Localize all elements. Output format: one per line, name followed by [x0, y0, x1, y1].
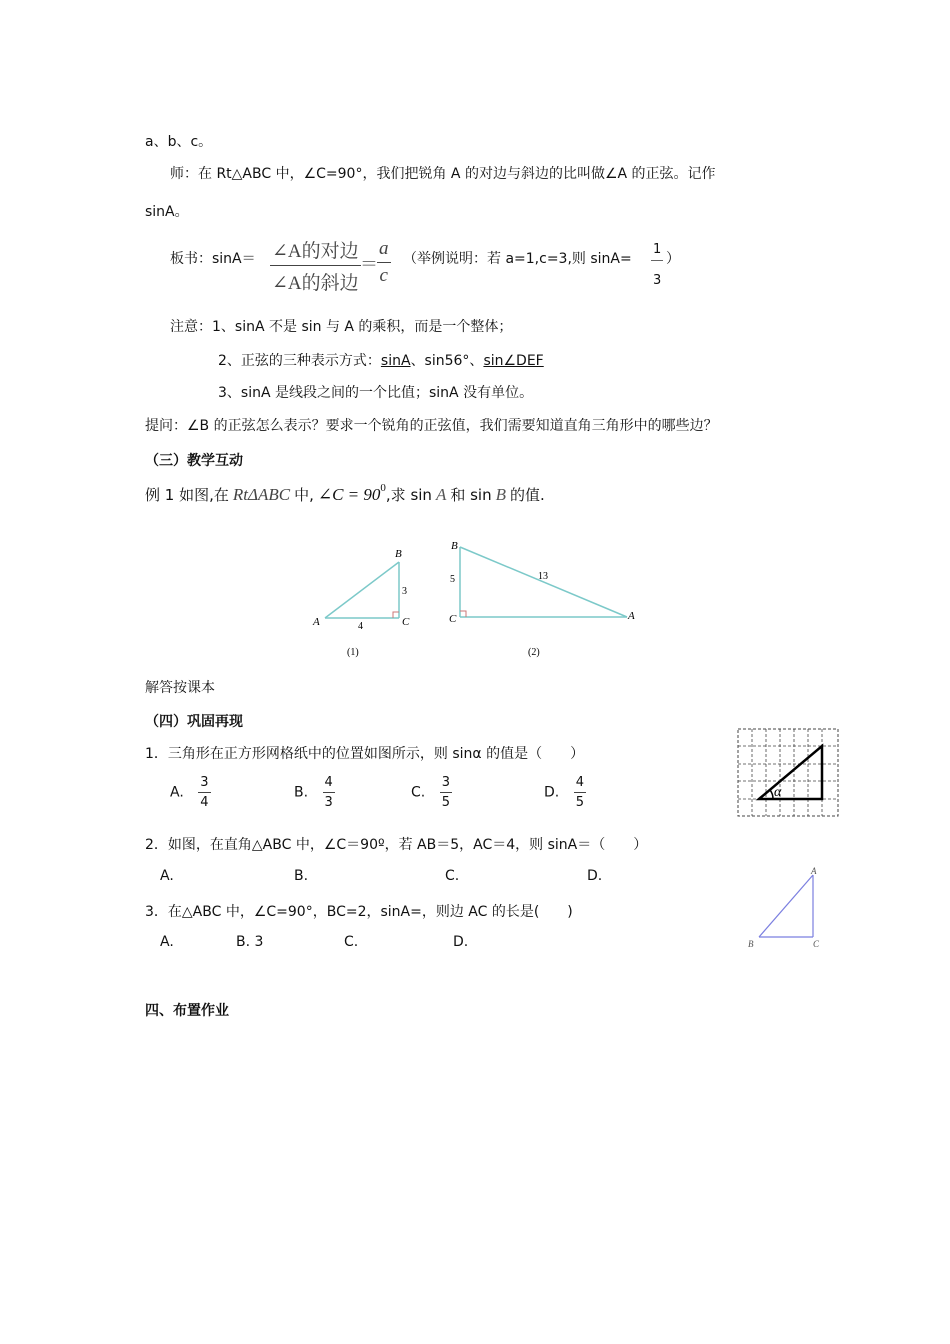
- q2-label-b: B: [748, 939, 754, 949]
- board-ac-fraction: [377, 238, 391, 287]
- example-1-rt: RtΔABC: [232, 485, 291, 504]
- board-equals: ＝: [360, 254, 378, 274]
- note-2-sina: sinA: [380, 353, 411, 369]
- q1-option-a-fraction: [198, 776, 210, 809]
- q2-option-a: A.: [160, 868, 174, 884]
- board-definition-fraction: [270, 236, 361, 295]
- question-text: 提问：∠B 的正弦怎么表示？要求一个锐角的正弦值，我们需要知道直角三角形中的哪些边？: [145, 418, 718, 434]
- example-1-B: B: [495, 485, 506, 504]
- grid-triangle: [759, 746, 822, 799]
- triangle-2-side-13: 13: [538, 571, 548, 582]
- q2-triangle-figure: [745, 865, 830, 955]
- answer-note: 解答按课本: [145, 680, 215, 696]
- triangle-2-side-ab: [460, 547, 627, 617]
- triangle-2: [449, 540, 635, 658]
- intro-line-2: 师：在 Rt△ABC 中，∠C=90°，我们把锐角 A 的对边与斜边的比叫做∠A 的正弦。记作: [170, 166, 716, 182]
- intro-line-3: sinA。: [145, 204, 189, 220]
- example-1-p1: 例 1 如图,在: [145, 486, 229, 504]
- triangle-1-side-4: 4: [358, 621, 363, 632]
- triangle-2-caption: (2): [528, 647, 540, 658]
- triangle-1-side-3: 3: [402, 586, 407, 597]
- q1-option-c: [411, 776, 452, 809]
- alpha-label: α: [774, 785, 782, 800]
- example-den: 3: [653, 273, 662, 288]
- example-1-p3: ,求 sin: [385, 486, 432, 504]
- note-1: 注意：1、sinA 不是 sin 与 A 的乘积，而是一个整体；: [170, 319, 513, 335]
- fraction-denominator: ∠A的斜边: [272, 273, 359, 294]
- q1-option-b-fraction: [323, 776, 335, 809]
- q1-option-d: [544, 776, 586, 809]
- q1-option-a: [170, 776, 211, 809]
- q1-text: 1．三角形在正方形网格纸中的位置如图所示，则 sinα 的值是（ ）: [145, 746, 585, 762]
- triangle-2-right-angle: [460, 611, 466, 617]
- q1-b-den: 3: [324, 795, 333, 810]
- fraction-numerator: ∠A的对边: [270, 236, 361, 266]
- note-2-sindef: sin∠DEF: [483, 353, 544, 369]
- q2-label-a: A: [811, 866, 817, 876]
- q1-a-den: 4: [200, 795, 209, 810]
- homework-section-title: 四、布置作业: [145, 1003, 229, 1019]
- q1-option-d-fraction: [574, 776, 586, 809]
- note-2-sep: 、sin56°、: [410, 353, 484, 369]
- example-1-angle: ∠C = 90: [317, 485, 381, 504]
- board-prefix: 板书：sinA＝: [170, 251, 256, 267]
- triangle-2-side-5: 5: [450, 574, 455, 585]
- note-2-prefix: 2、正弦的三种表示方式：: [218, 353, 381, 369]
- triangle-1-right-angle: [393, 612, 399, 618]
- example-1-sup: 0: [380, 482, 386, 494]
- q3-option-a: A.: [160, 934, 174, 950]
- q1-b-num: 4: [323, 776, 335, 793]
- q1-c-num: 3: [440, 776, 452, 793]
- q1-option-b: [294, 776, 335, 809]
- example-triangles-figure: [305, 535, 650, 665]
- q2-label-c: C: [813, 939, 820, 949]
- q1-option-b-label: B.: [294, 784, 309, 801]
- q1-option-c-label: C.: [411, 784, 426, 801]
- q2-option-b: B.: [294, 868, 309, 884]
- example-num: 1: [651, 243, 663, 261]
- q3-option-d: D.: [453, 934, 469, 950]
- q1-option-d-label: D.: [544, 784, 560, 801]
- q1-c-den: 5: [441, 795, 450, 810]
- q2-option-d: D.: [587, 868, 603, 884]
- fraction-a: a: [377, 238, 391, 263]
- example-1-p4: 和 sin: [450, 486, 492, 504]
- triangle-1: [312, 548, 410, 658]
- triangle-2-label-b: B: [451, 540, 458, 552]
- q2-text: 2．如图，在直角△ABC 中，∠C＝90º，若 AB＝5，AC＝4，则 sinA＝（ ）: [145, 837, 648, 853]
- triangle-1-label-c: C: [402, 616, 410, 628]
- q3-option-c: C.: [344, 934, 359, 950]
- q1-option-a-label: A.: [170, 784, 184, 801]
- triangle-2-label-a: A: [628, 610, 635, 622]
- q3-option-b: B. 3: [236, 934, 264, 950]
- q2-side-ab: [759, 875, 813, 937]
- q1-a-num: 3: [198, 776, 210, 793]
- board-close: ）: [666, 251, 680, 267]
- q1-d-num: 4: [574, 776, 586, 793]
- q1-option-c-fraction: [440, 776, 452, 809]
- alpha-arc: [770, 790, 773, 799]
- triangle-1-label-a: A: [313, 616, 320, 628]
- q2-option-c: C.: [445, 868, 460, 884]
- section-4-title: （四）巩固再现: [145, 714, 243, 730]
- board-example-fraction: [651, 243, 663, 287]
- section-3-title: （三）教学互动: [145, 453, 243, 469]
- q1-grid-figure: [737, 728, 839, 818]
- fraction-c: c: [379, 265, 388, 286]
- note-2: [218, 350, 544, 370]
- example-1-line: [145, 484, 545, 505]
- triangle-1-side-ab: [325, 562, 399, 618]
- intro-line-1: a、b、c。: [145, 134, 213, 150]
- example-1-p5: 的值.: [509, 486, 545, 504]
- board-example: （举例说明：若 a=1,c=3,则 sinA=: [403, 251, 632, 267]
- q3-text: 3．在△ABC 中，∠C=90°，BC=2，sinA=，则边 AC 的长是( ): [145, 904, 573, 920]
- triangle-2-label-c: C: [449, 613, 457, 625]
- example-1-A: A: [435, 485, 447, 504]
- example-1-p2: 中,: [294, 486, 314, 504]
- note-3: 3、sinA 是线段之间的一个比值；sinA 没有单位。: [218, 385, 534, 401]
- triangle-1-label-b: B: [395, 548, 402, 560]
- triangle-1-caption: (1): [347, 647, 359, 658]
- q1-d-den: 5: [575, 795, 584, 810]
